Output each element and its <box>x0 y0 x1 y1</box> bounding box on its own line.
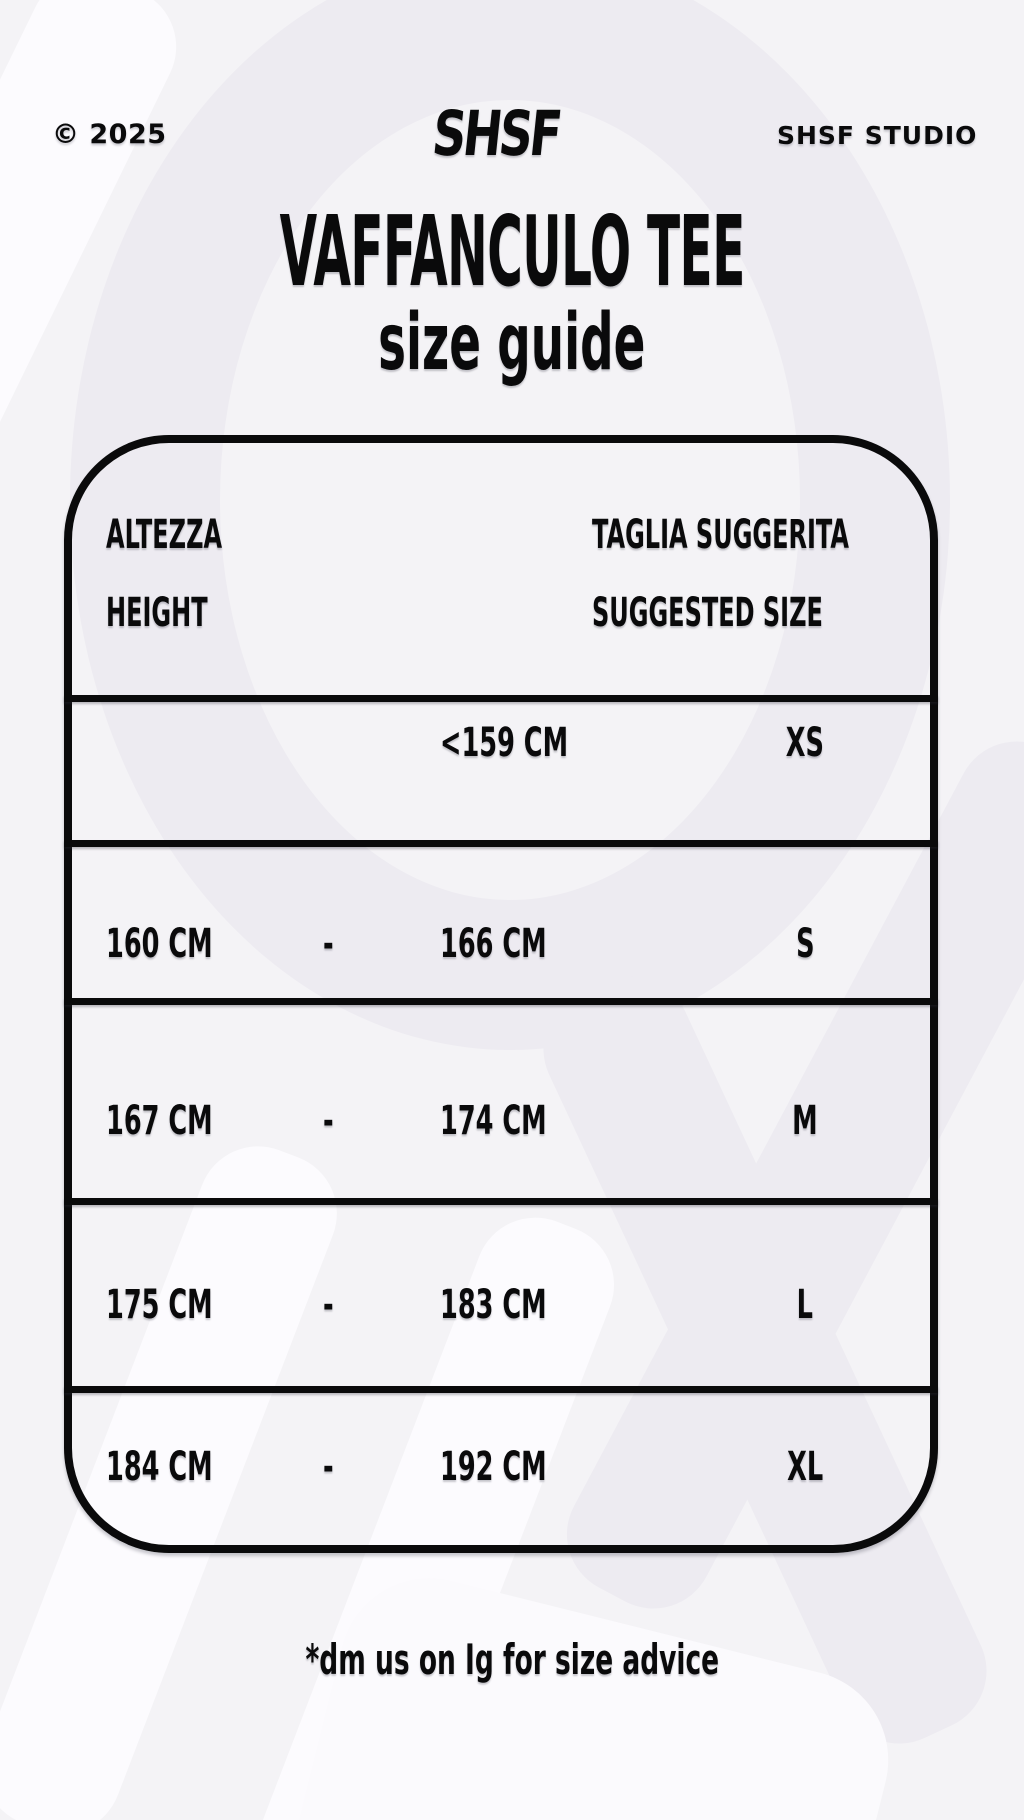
row-dash <box>308 723 348 763</box>
table-divider <box>64 695 938 702</box>
col-header-height-it: ALTEZZA <box>106 512 223 558</box>
row-height-from: 160 CM <box>106 920 213 967</box>
table-row <box>72 702 930 840</box>
row-dash: - <box>322 920 334 967</box>
studio-name: SHSF STUDIO <box>777 121 978 150</box>
row-height-to: 183 CM <box>440 1281 547 1328</box>
table-divider <box>64 1386 938 1393</box>
row-dash: - <box>322 1281 334 1328</box>
table-row <box>72 1205 930 1386</box>
row-dash: - <box>322 1444 334 1491</box>
page-title-text: VAFFANCULO TEE <box>279 195 745 308</box>
brand-logo: SHSF <box>429 97 563 170</box>
page-subtitle-text: size guide <box>378 298 646 388</box>
table-row <box>72 1393 930 1545</box>
copyright-text: © 2025 <box>52 119 167 150</box>
page-subtitle <box>0 300 1024 407</box>
table-row <box>72 847 930 998</box>
table-divider <box>64 1198 938 1205</box>
table-divider <box>64 998 938 1005</box>
row-height-from: 175 CM <box>106 1281 213 1328</box>
footer-note <box>0 1632 1024 1697</box>
row-height-to: 166 CM <box>440 920 547 967</box>
row-size: S <box>795 920 815 967</box>
size-guide-table <box>72 443 930 1545</box>
row-size: XS <box>785 720 825 767</box>
table-divider <box>64 840 938 847</box>
col-header-height-en: HEIGHT <box>106 590 208 636</box>
row-height-to: <159 CM <box>440 720 569 767</box>
table-row <box>72 1005 930 1198</box>
col-header-size-it: TAGLIA SUGGERITA <box>592 512 849 558</box>
row-size: L <box>796 1281 814 1328</box>
col-header-size-en: SUGGESTED SIZE <box>592 590 823 636</box>
row-size: XL <box>786 1444 824 1491</box>
row-height-from: 184 CM <box>106 1444 213 1491</box>
footer-note-text: *dm us on Ig for size advice <box>305 1635 719 1684</box>
size-guide-box <box>64 435 938 1553</box>
row-dash: - <box>322 1097 334 1144</box>
row-height-to: 174 CM <box>440 1097 547 1144</box>
row-size: M <box>792 1097 818 1144</box>
row-height-from: 167 CM <box>106 1097 213 1144</box>
row-height-to: 192 CM <box>440 1444 547 1491</box>
